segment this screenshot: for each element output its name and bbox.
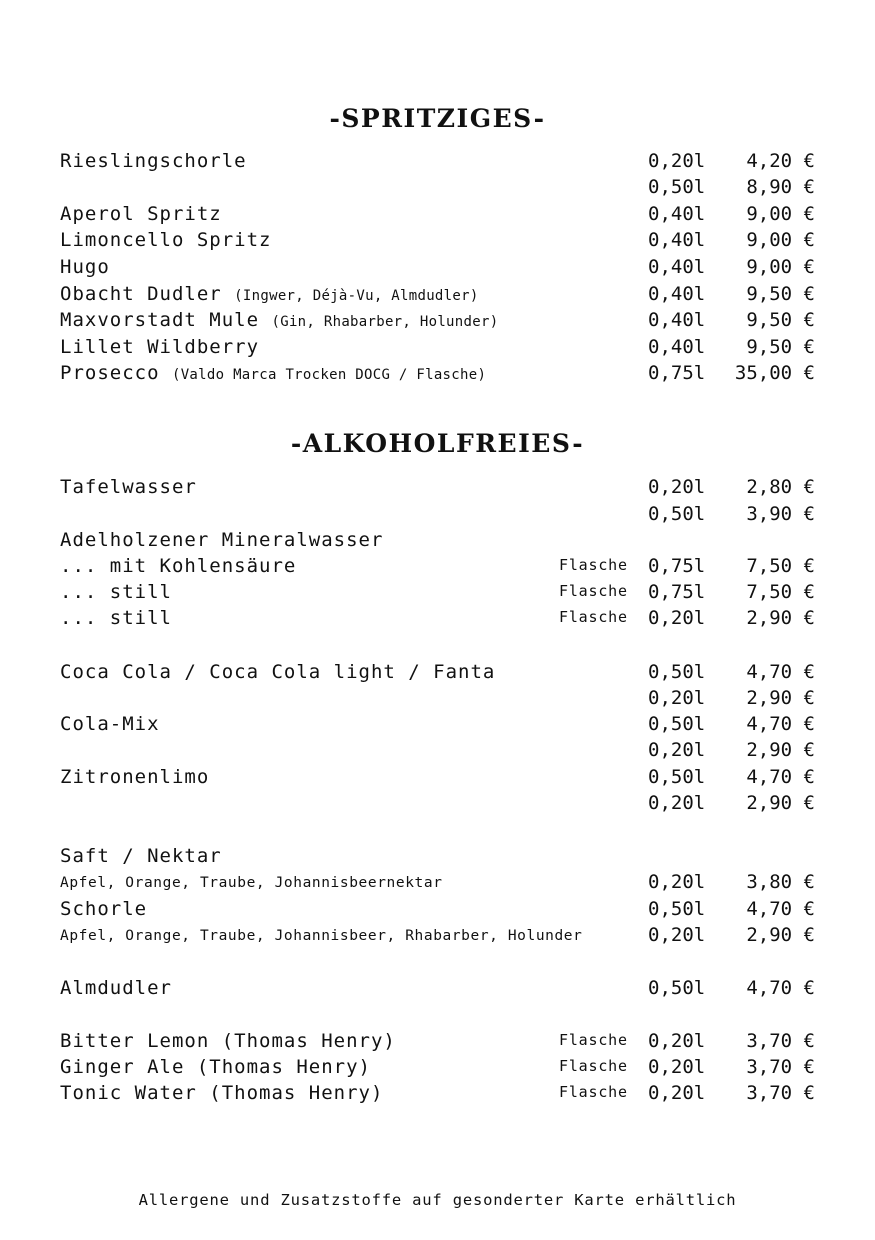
unit-label: Flasche bbox=[559, 1057, 628, 1075]
item-note: (Valdo Marca Trocken DOCG / Flasche) bbox=[171, 367, 487, 383]
item-name: Aperol Spritz bbox=[60, 203, 222, 225]
unit-label: Flasche bbox=[559, 1031, 628, 1049]
menu-item-row bbox=[0, 1030, 875, 1056]
volume: 0,20l bbox=[648, 1056, 706, 1078]
price: 4,70 € bbox=[746, 766, 815, 788]
menu-item-row bbox=[0, 871, 875, 897]
volume: 0,20l bbox=[648, 739, 706, 761]
menu-item-row bbox=[0, 792, 875, 818]
price: 4,70 € bbox=[746, 661, 815, 683]
section-title-spritziges: -SPRITZIGES- bbox=[329, 104, 546, 133]
menu-item-row bbox=[0, 336, 875, 362]
menu-item-row bbox=[0, 256, 875, 282]
price: 9,50 € bbox=[746, 336, 815, 358]
volume: 0,40l bbox=[648, 203, 706, 225]
item-name: ... still bbox=[60, 607, 172, 629]
item-name: Ginger Ale (Thomas Henry) bbox=[60, 1056, 371, 1078]
item-note: (Gin, Rhabarber, Holunder) bbox=[271, 314, 499, 330]
volume: 0,75l bbox=[648, 362, 706, 384]
price: 2,90 € bbox=[746, 739, 815, 761]
volume: 0,40l bbox=[648, 229, 706, 251]
price: 3,90 € bbox=[746, 503, 815, 525]
price: 9,50 € bbox=[746, 283, 815, 305]
item-name: Cola-Mix bbox=[60, 713, 160, 735]
item-note: (Ingwer, Déjà-Vu, Almdudler) bbox=[234, 288, 479, 304]
menu-item-row bbox=[0, 476, 875, 502]
item-name-with-note bbox=[60, 362, 486, 384]
price: 3,70 € bbox=[746, 1056, 815, 1078]
menu-item-row bbox=[0, 1082, 875, 1108]
item-name-with-note bbox=[60, 283, 479, 305]
menu-item-row bbox=[0, 739, 875, 765]
menu-item-row bbox=[0, 924, 875, 950]
price: 4,20 € bbox=[746, 150, 815, 172]
price: 2,90 € bbox=[746, 607, 815, 629]
item-name: Tonic Water (Thomas Henry) bbox=[60, 1082, 384, 1104]
section-title-alkoholfreies: -ALKOHOLFREIES- bbox=[290, 429, 585, 458]
price: 2,80 € bbox=[746, 476, 815, 498]
price: 4,70 € bbox=[746, 713, 815, 735]
volume: 0,75l bbox=[648, 555, 706, 577]
item-name: Tafelwasser bbox=[60, 476, 197, 498]
menu-item-row bbox=[0, 503, 875, 529]
menu-item-row bbox=[0, 581, 875, 607]
menu-item-row bbox=[0, 529, 875, 555]
volume: 0,20l bbox=[648, 150, 706, 172]
price: 35,00 € bbox=[734, 362, 815, 384]
menu-item-row bbox=[0, 607, 875, 633]
menu-item-row bbox=[0, 362, 875, 388]
menu-item-row bbox=[0, 283, 875, 309]
menu-item-row bbox=[0, 150, 875, 176]
unit-label: Flasche bbox=[559, 556, 628, 574]
menu-item-row bbox=[0, 1056, 875, 1082]
unit-label: Flasche bbox=[559, 608, 628, 626]
item-name: Bitter Lemon (Thomas Henry) bbox=[60, 1030, 396, 1052]
volume: 0,20l bbox=[648, 871, 706, 893]
menu-item-row bbox=[0, 555, 875, 581]
volume: 0,75l bbox=[648, 581, 706, 603]
volume: 0,40l bbox=[648, 283, 706, 305]
item-name: Saft / Nektar bbox=[60, 845, 222, 867]
price: 2,90 € bbox=[746, 924, 815, 946]
volume: 0,40l bbox=[648, 309, 706, 331]
volume: 0,20l bbox=[648, 1082, 706, 1104]
price: 4,70 € bbox=[746, 898, 815, 920]
price: 9,50 € bbox=[746, 309, 815, 331]
menu-item-row bbox=[0, 309, 875, 335]
price: 2,90 € bbox=[746, 687, 815, 709]
menu-item-row bbox=[0, 687, 875, 713]
price: 7,50 € bbox=[746, 555, 815, 577]
item-name: ... still bbox=[60, 581, 172, 603]
price: 2,90 € bbox=[746, 792, 815, 814]
unit-label: Flasche bbox=[559, 582, 628, 600]
item-name-with-note bbox=[60, 309, 498, 331]
volume: 0,50l bbox=[648, 503, 706, 525]
price: 9,00 € bbox=[746, 203, 815, 225]
item-name: Lillet Wildberry bbox=[60, 336, 260, 358]
price: 3,70 € bbox=[746, 1082, 815, 1104]
volume: 0,50l bbox=[648, 713, 706, 735]
menu-item-row bbox=[0, 845, 875, 871]
menu-item-row bbox=[0, 229, 875, 255]
menu-item-row bbox=[0, 661, 875, 687]
menu-item-row bbox=[0, 977, 875, 1003]
price: 9,00 € bbox=[746, 256, 815, 278]
item-name: Zitronenlimo bbox=[60, 766, 210, 788]
item-name: Obacht Dudler bbox=[60, 283, 222, 305]
volume: 0,20l bbox=[648, 924, 706, 946]
price: 4,70 € bbox=[746, 977, 815, 999]
price: 3,80 € bbox=[746, 871, 815, 893]
item-name: Almdudler bbox=[60, 977, 172, 999]
item-name: Schorle bbox=[60, 898, 148, 920]
item-name: Hugo bbox=[60, 256, 110, 278]
item-name: Limoncello Spritz bbox=[60, 229, 272, 251]
item-name: ... mit Kohlensäure bbox=[60, 555, 297, 577]
volume: 0,40l bbox=[648, 336, 706, 358]
menu-item-row bbox=[0, 203, 875, 229]
item-name: Adelholzener Mineralwasser bbox=[60, 529, 384, 551]
volume: 0,50l bbox=[648, 977, 706, 999]
price: 9,00 € bbox=[746, 229, 815, 251]
item-name: Coca Cola / Coca Cola light / Fanta bbox=[60, 661, 496, 683]
item-description: Apfel, Orange, Traube, Johannisbeer, Rhabarber, Holunder bbox=[60, 928, 583, 944]
item-description: Apfel, Orange, Traube, Johannisbeernektar bbox=[60, 875, 443, 891]
volume: 0,50l bbox=[648, 176, 706, 198]
menu-item-row bbox=[0, 766, 875, 792]
allergen-footer-note: Allergene und Zusatzstoffe auf gesonderter Karte erhältlich bbox=[138, 1191, 737, 1209]
volume: 0,50l bbox=[648, 661, 706, 683]
price: 3,70 € bbox=[746, 1030, 815, 1052]
volume: 0,20l bbox=[648, 687, 706, 709]
price: 8,90 € bbox=[746, 176, 815, 198]
menu-item-row bbox=[0, 713, 875, 739]
item-name: Prosecco bbox=[60, 362, 160, 384]
volume: 0,20l bbox=[648, 1030, 706, 1052]
menu-item-row bbox=[0, 898, 875, 924]
item-name: Maxvorstadt Mule bbox=[60, 309, 260, 331]
volume: 0,40l bbox=[648, 256, 706, 278]
unit-label: Flasche bbox=[559, 1083, 628, 1101]
volume: 0,20l bbox=[648, 607, 706, 629]
volume: 0,50l bbox=[648, 766, 706, 788]
menu-item-row bbox=[0, 176, 875, 202]
volume: 0,50l bbox=[648, 898, 706, 920]
price: 7,50 € bbox=[746, 581, 815, 603]
volume: 0,20l bbox=[648, 792, 706, 814]
item-name: Rieslingschorle bbox=[60, 150, 247, 172]
volume: 0,20l bbox=[648, 476, 706, 498]
